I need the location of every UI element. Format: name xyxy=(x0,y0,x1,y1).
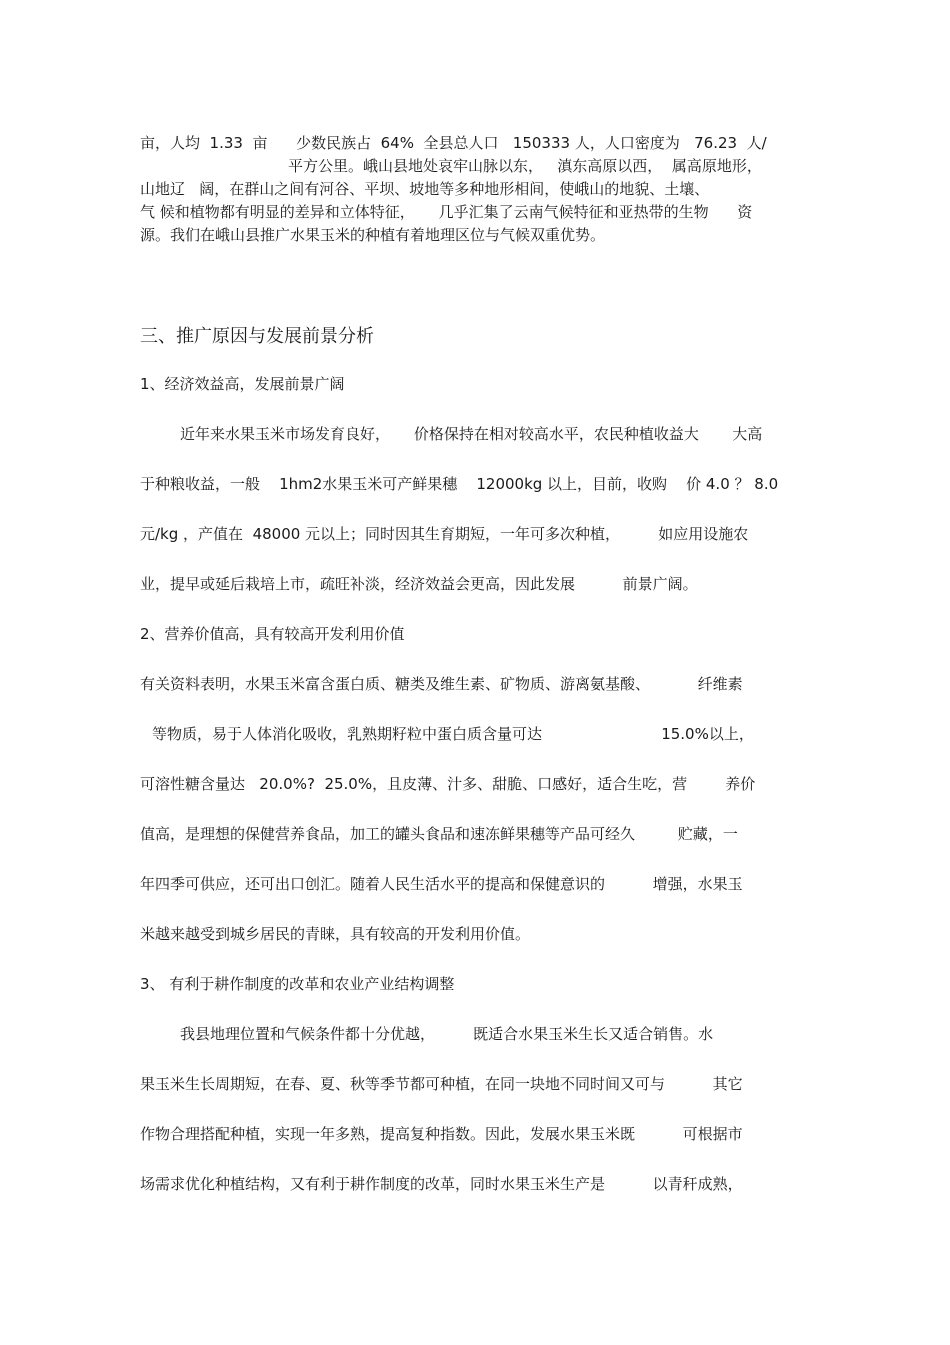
subsection-3-line-2: 果玉米生长周期短，在春、夏、秋等季节都可种植，在同一块地不同时间又可与 其它 xyxy=(140,1075,743,1093)
subsection-2-line-2: 等物质，易于人体消化吸收，乳熟期籽粒中蛋白质含量可达 15.0%以上， xyxy=(152,725,754,743)
intro-line-2: 平方公里。峨山县地处哀牢山脉以东， 滇东高原以西， 属高原地形， xyxy=(288,157,762,175)
intro-line-4: 气 候和植物都有明显的差异和立体特征， 几乎汇集了云南气候特征和亚热带的生物 资 xyxy=(140,203,753,221)
subsection-2-line-5: 年四季可供应，还可出口创汇。随着人民生活水平的提高和保健意识的 增强，水果玉 xyxy=(140,875,743,893)
subsection-1-line-2: 于种粮收益，一般 1hm2水果玉米可产鲜果穗 12000kg 以上，目前，收购 价 4.0 ？ 8.0 xyxy=(140,475,779,493)
subsection-1-line-3: 元/kg ，产值在 48000 元以上；同时因其生育期短，一年可多次种植， 如应用设施农 xyxy=(140,525,749,543)
subsection-1-line-1: 近年来水果玉米市场发育良好， 价格保持在相对较高水平，农民种植收益大 大高 xyxy=(180,425,763,443)
subsection-3-line-3: 作物合理搭配种植，实现一年多熟，提高复种指数。因此，发展水果玉米既 可根据市 xyxy=(140,1125,743,1143)
subsection-1-line-4: 业，提早或延后栽培上市，疏旺补淡，经济效益会更高，因此发展 前景广阔。 xyxy=(140,575,698,593)
subsection-3-heading: 3、 有利于耕作制度的改革和农业产业结构调整 xyxy=(140,975,455,993)
intro-line-5: 源。我们在峨山县推广水果玉米的种植有着地理区位与气候双重优势。 xyxy=(140,226,606,244)
section-heading: 三、推广原因与发展前景分析 xyxy=(140,326,374,347)
subsection-2-line-1: 有关资料表明，水果玉米富含蛋白质、糖类及维生素、矿物质、游离氨基酸、 纤维素 xyxy=(140,675,743,693)
intro-line-3: 山地辽 阔，在群山之间有河谷、平坝、坡地等多种地形相间，使峨山的地貌、土壤、 xyxy=(140,180,710,198)
subsection-2-line-6: 米越来越受到城乡居民的青睐，具有较高的开发利用价值。 xyxy=(140,925,531,943)
subsection-2-line-4: 值高，是理想的保健营养食品，加工的罐头食品和速冻鲜果穗等产品可经久 贮藏，一 xyxy=(140,825,738,843)
subsection-3-line-1: 我县地理位置和气候条件都十分优越， 既适合水果玉米生长又适合销售。水 xyxy=(180,1025,714,1043)
intro-line-1: 亩，人均 1.33 亩 少数民族占 64% 全县总人口 150333 人，人口密度为 76.23 人/ xyxy=(140,134,767,152)
subsection-2-heading: 2、营养价值高，具有较高开发利用价值 xyxy=(140,625,405,643)
subsection-2-line-3: 可溶性糖含量达 20.0%? 25.0%，且皮薄、汁多、甜脆、口感好，适合生吃，营 养价 xyxy=(140,775,756,793)
subsection-1-heading: 1、经济效益高，发展前景广阔 xyxy=(140,375,345,393)
subsection-3-line-4: 场需求优化种植结构，又有利于耕作制度的改革，同时水果玉米生产是 以青秆成熟， xyxy=(140,1175,743,1193)
